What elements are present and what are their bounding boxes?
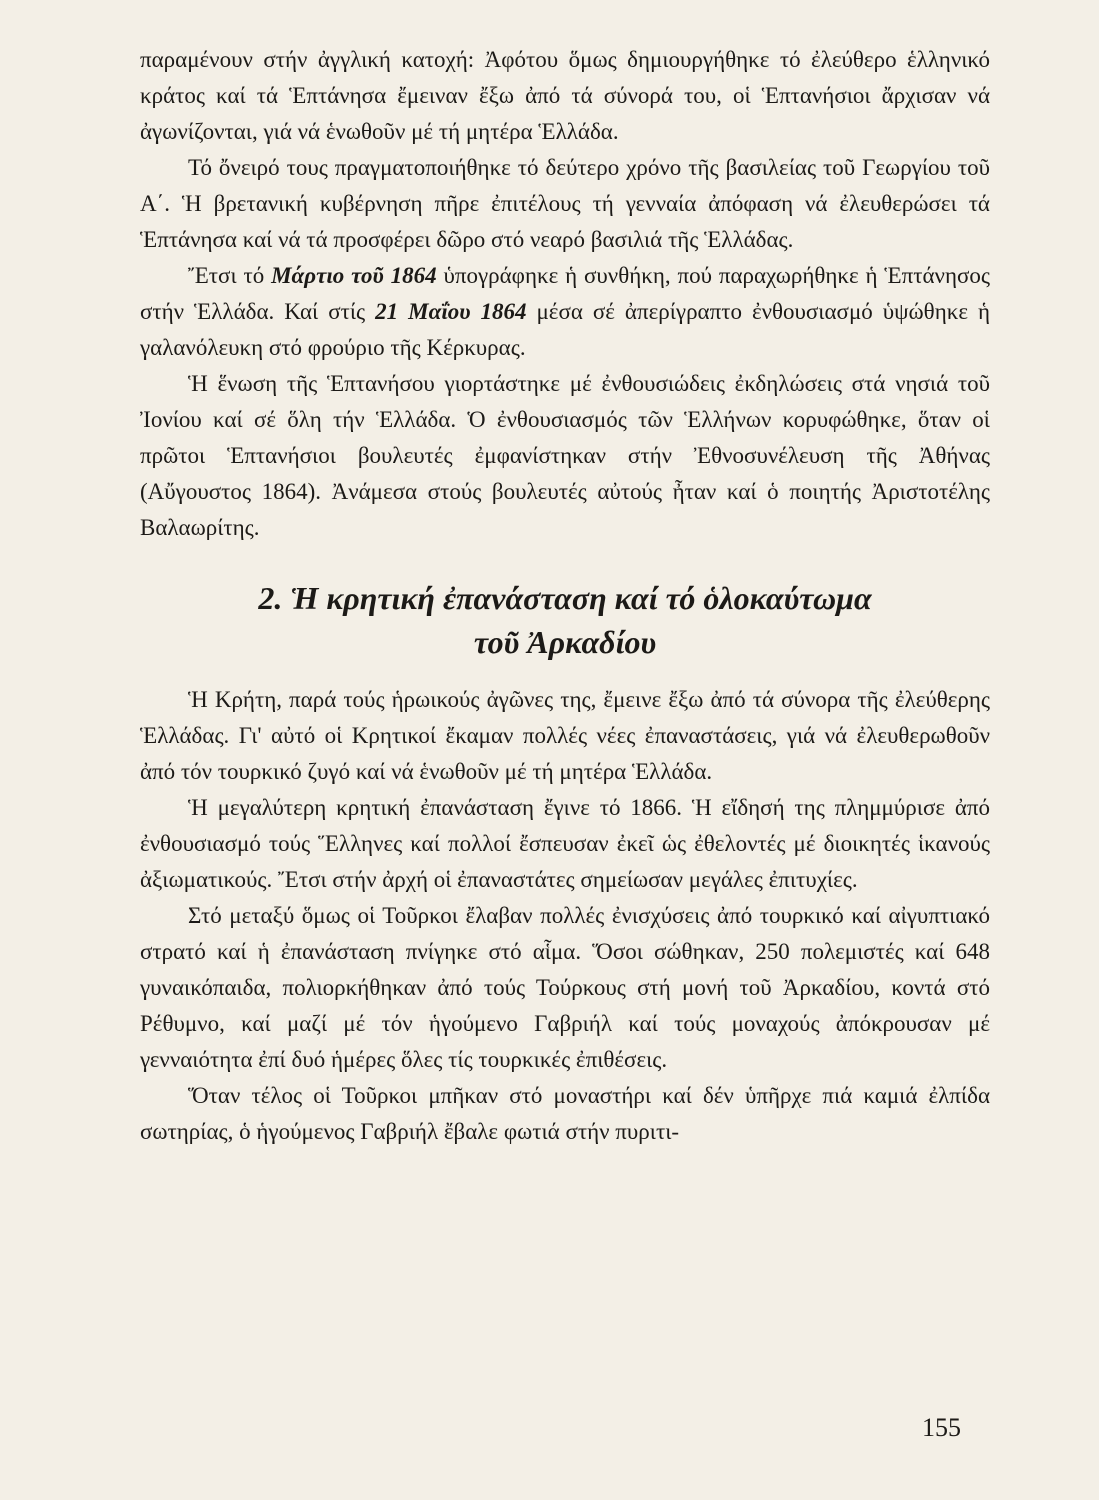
paragraph (140, 258, 990, 366)
paragraph: Ἡ μεγαλύτερη κρητική ἐπανάσταση ἔγινε τό 1866. Ἡ εἴδησή της πλημμύρισε ἀπό ἐνθουσιασμό τούς Ἕλληνες καί πολλοί ἔσπευσαν ἐκεῖ ὡς ἐθελοντές μέ διοικητές ἱκανούς ἀξιωματικούς. Ἔτσι στήν ἀρχή οἱ ἐπαναστάτες σημείωσαν μεγάλες ἐπιτυχίες. (140, 795, 990, 892)
page-number: 155 (922, 1413, 961, 1442)
emphasis-date: 21 Μαΐου 1864 (375, 299, 527, 324)
text-run: μέσα σέ ἀπερίγραπτο ἐνθουσιασμό ὑψώθηκε ἡ γαλανόλευκη στό φρούριο τῆς Κέρκυρας. (140, 299, 990, 360)
section-heading (140, 576, 990, 664)
emphasis-date: Μάρτιο τοῦ 1864 (271, 263, 437, 288)
section-heading-line: 2. Ἡ κρητική ἐπανάσταση καί τό ὁλοκαύτωμα (258, 580, 872, 616)
paragraph: Στό μεταξύ ὅμως οἱ Τοῦρκοι ἔλαβαν πολλές ἐνισχύσεις ἀπό τουρκικό καί αἰγυπτιακό στρατό καί ἡ ἐπανάσταση πνίγηκε στό αἷμα. Ὅσοι σώθηκαν, 250 πολεμιστές καί 648 γυναικόπαιδα, πολιορκήθηκαν ἀπό τούς Τούρκους στή μονή τοῦ Ἀρκαδίου, κοντά στό Ρέθυμνο, καί μαζί μέ τόν ἡγούμενο Γαβριήλ καί τούς μοναχούς ἀπόκρουσαν μέ γενναιότητα ἐπί δυό ἡμέρες ὅλες τίς τουρκικές ἐπιθέσεις. (140, 903, 990, 1072)
text-run: ὑπογράφηκε ἡ συνθήκη, πού παραχωρήθηκε ἡ Ἑπτάνησος στήν Ἑλλάδα. Καί στίς (140, 263, 990, 324)
section-heading-line: τοῦ Ἀρκαδίου (473, 624, 657, 660)
paragraph: Ἡ Κρήτη, παρά τούς ἡρωικούς ἀγῶνες της, ἔμεινε ἔξω ἀπό τά σύνορα τῆς ἐλεύθερης Ἑλλάδας. Γι' αὐτό οἱ Κρητικοί ἔκαμαν πολλές νέες ἐπαναστάσεις, γιά νά ἐλευθερωθοῦν ἀπό τόν τουρκικό ζυγό καί νά ἑνωθοῦν μέ τή μητέρα Ἑλλάδα. (140, 687, 990, 784)
paragraph: Τό ὄνειρό τους πραγματοποιήθηκε τό δεύτερο χρόνο τῆς βασιλείας τοῦ Γεωργίου τοῦ Α΄. Ἡ βρετανική κυβέρνηση πῆρε ἐπιτέλους τή γενναία ἀπόφαση νά ἐλευθερώσει τά Ἑπτάνησα καί νά τά προσφέρει δῶρο στό νεαρό βασιλιά τῆς Ἑλλάδας. (140, 155, 990, 252)
paragraph: Ὅταν τέλος οἱ Τοῦρκοι μπῆκαν στό μοναστήρι καί δέν ὑπῆρχε πιά καμιά ἐλπίδα σωτηρίας, ὁ ἡγούμενος Γαβριήλ ἔβαλε φωτιά στήν πυριτι- (140, 1083, 990, 1144)
paragraph: παραμένουν στήν ἀγγλική κατοχή: Ἀφότου ὅμως δημιουργήθηκε τό ἐλεύθερο ἑλληνικό κράτος καί τά Ἑπτάνησα ἔμειναν ἔξω ἀπό τά σύνορά του, οἱ Ἑπτανήσιοι ἄρχισαν νά ἀγωνίζονται, γιά νά ἑνωθοῦν μέ τή μητέρα Ἑλλάδα. (140, 47, 990, 144)
text-run: Ἔτσι τό (188, 263, 272, 288)
page-text (140, 42, 990, 1150)
paragraph: Ἡ ἕνωση τῆς Ἑπτανήσου γιορτάστηκε μέ ἐνθουσιώδεις ἐκδηλώσεις στά νησιά τοῦ Ἰονίου καί σέ ὅλη τήν Ἑλλάδα. Ὁ ἐνθουσιασμός τῶν Ἑλλήνων κορυφώθηκε, ὅταν οἱ πρῶτοι Ἑπτανήσιοι βουλευτές ἐμφανίστηκαν στήν Ἐθνοσυνέλευση τῆς Ἀθήνας (Αὔγουστος 1864). Ἀνάμεσα στούς βουλευτές αὐτούς ἦταν καί ὁ ποιητής Ἀριστοτέλης Βαλαωρίτης. (140, 371, 990, 540)
